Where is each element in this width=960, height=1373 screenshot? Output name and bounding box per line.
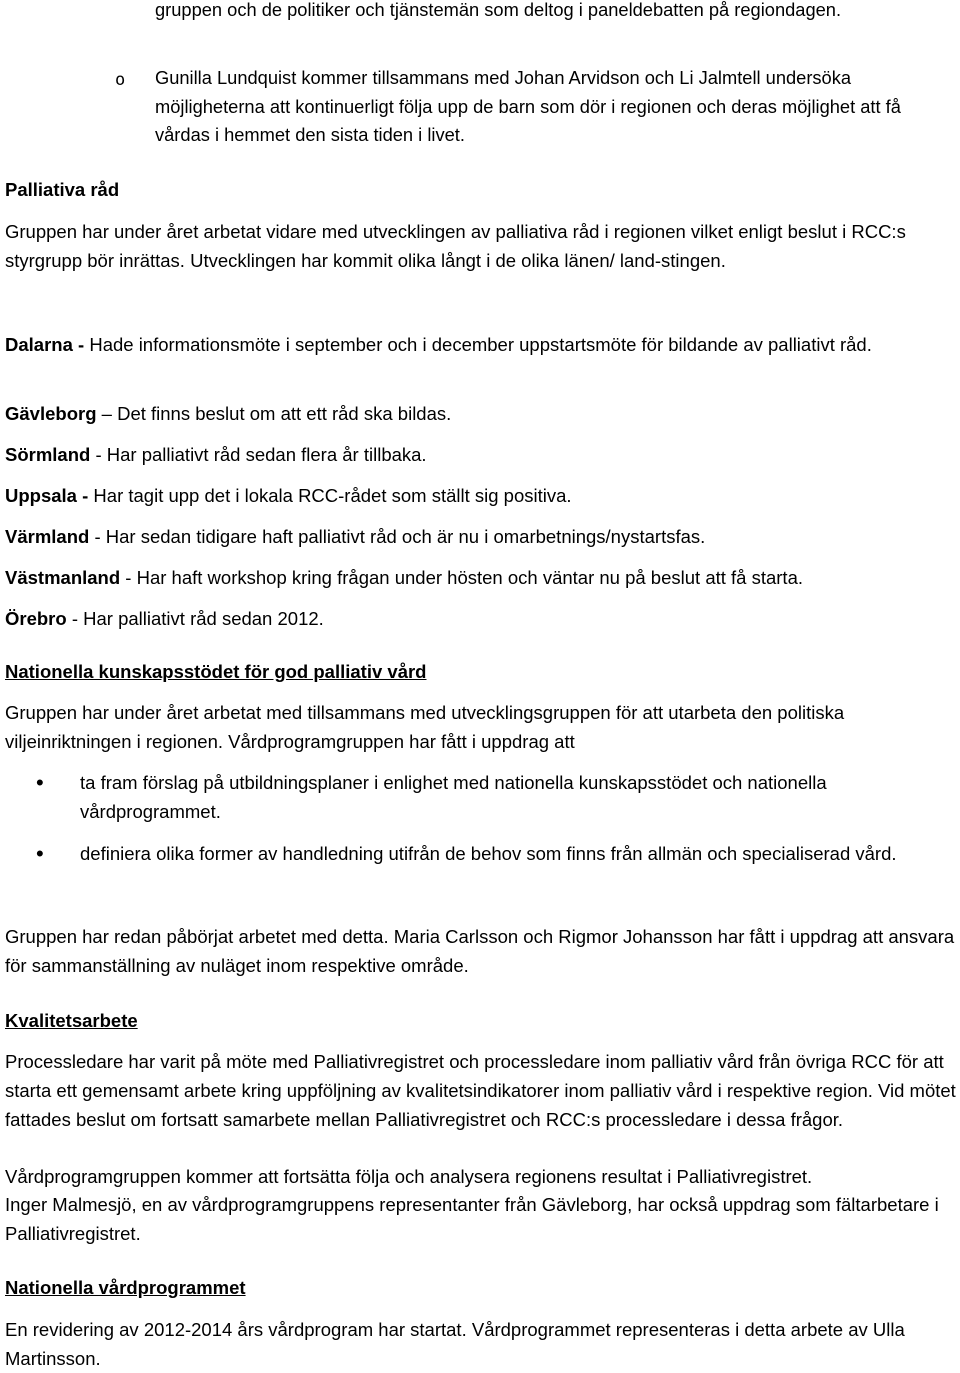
section-heading-kvalitetsarbete: Kvalitetsarbete <box>5 1010 138 1031</box>
region-entry-uppsala: Uppsala - Har tagit upp det i lokala RCC-rådet som ställt sig positiva. <box>5 485 572 506</box>
paragraph-palliativa-intro: Gruppen har under året arbetat vidare med utvecklingen av palliativa råd i regionen vilket enligt beslut i RCC:s styrgrupp bör inrättas. Utvecklingen har kommit olika långt i de olika länen/ land-stingen. <box>5 221 906 271</box>
region-name: Gävleborg <box>5 403 97 424</box>
circle-bullet-icon: o <box>115 70 126 90</box>
paragraph-vardprogrammet: En revidering av 2012-2014 års vårdprogram har startat. Vårdprogrammet representeras i detta arbete av Ulla Martinsson. <box>5 1319 905 1369</box>
region-entry-varmland: Värmland - Har sedan tidigare haft palliativt råd och är nu i omarbetnings/nystartsfas. <box>5 526 706 547</box>
region-name: Örebro <box>5 608 67 629</box>
section-heading-vardprogrammet: Nationella vårdprogrammet <box>5 1277 246 1298</box>
region-entry-dalarna: Dalarna - Hade informationsmöte i september och i december uppstartsmöte för bildande av palliativt råd. <box>5 334 872 355</box>
region-name: Dalarna <box>5 334 73 355</box>
region-name: Uppsala <box>5 485 77 506</box>
bullet-item: definiera olika former av handledning utifrån de behov som finns från allmän och specialiserad vård. <box>80 843 897 864</box>
paragraph-kunskapsstod-outro: Gruppen har redan påbörjat arbetet med detta. Maria Carlsson och Rigmor Johansson har fått i uppdrag att ansvara för sammanställning av nuläget inom respektive område. <box>5 926 955 976</box>
section-heading-palliativa-rad: Palliativa råd <box>5 179 120 200</box>
bullet-dot-icon: • <box>36 770 44 795</box>
section-heading-kunskapsstod: Nationella kunskapsstödet för god palliativ vård <box>5 661 427 682</box>
paragraph-kvalitet-3: Inger Malmesjö, en av vårdprogramgruppens representanter från Gävleborg, har också uppdrag som fältarbetare i Palliativregistret. <box>5 1194 939 1244</box>
paragraph-kvalitet-2: Vårdprogramgruppen kommer att fortsätta följa och analysera regionens resultat i Palliativregistret. <box>5 1166 813 1187</box>
region-name: Västmanland <box>5 567 121 588</box>
sub-list-item: Gunilla Lundquist kommer tillsammans med Johan Arvidson och Li Jalmtell undersöka möjligheterna att kontinuerligt följa upp de barn som dör i regionen och deras möjlighet att få vårdas i hemmet den sista tiden i livet. <box>155 67 901 145</box>
sub-list-item-tail: gruppen och de politiker och tjänstemän som deltog i paneldebatten på regiondagen. <box>155 0 842 20</box>
region-entry-gavleborg: Gävleborg – Det finns beslut om att ett råd ska bildas. <box>5 403 452 424</box>
bullet-dot-icon: • <box>36 841 44 866</box>
paragraph-kvalitet-1: Processledare har varit på möte med Palliativregistret och processledare inom palliativ vård från övriga RCC för att starta ett gemensamt arbete kring uppföljning av kvalitetsindikatorer inom palliativ vård i respektive region. Vid mötet fattades beslut om fortsatt samarbete mellan Palliativregistret och RCC:s processledare i dessa frågor. <box>5 1051 956 1130</box>
region-name: Värmland <box>5 526 90 547</box>
region-name: Sörmland <box>5 444 91 465</box>
region-entry-orebro: Örebro - Har palliativt råd sedan 2012. <box>5 608 324 629</box>
paragraph-kunskapsstod-intro: Gruppen har under året arbetat med tillsammans med utvecklingsgruppen för att utarbeta den politiska viljeinriktningen i regionen. Vårdprogramgruppen har fått i uppdrag att <box>5 702 845 752</box>
region-entry-vastmanland: Västmanland - Har haft workshop kring frågan under hösten och väntar nu på beslut att få starta. <box>5 567 803 588</box>
bullet-item: ta fram förslag på utbildningsplaner i enlighet med nationella kunskapsstödet och nationella vårdprogrammet. <box>80 772 827 822</box>
region-entry-sormland: Sörmland - Har palliativt råd sedan flera år tillbaka. <box>5 444 427 465</box>
